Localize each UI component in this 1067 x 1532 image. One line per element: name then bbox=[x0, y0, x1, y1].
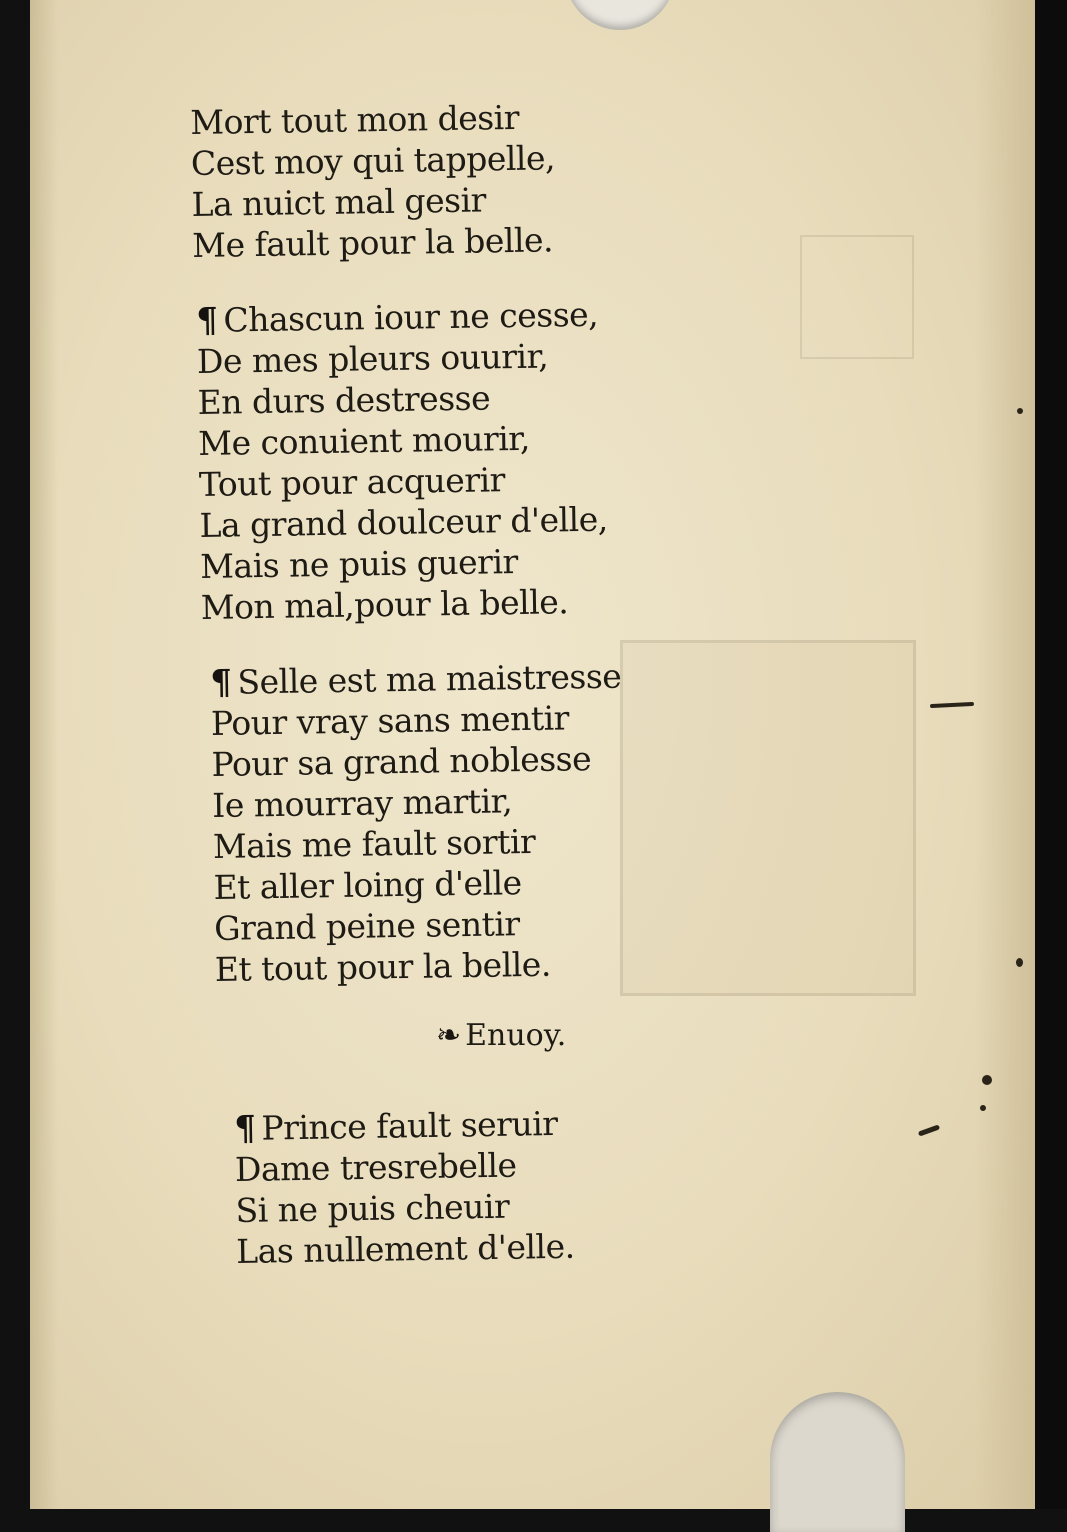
verse-line: En durs destresse bbox=[197, 378, 491, 422]
verse-line: La nuict mal gesir bbox=[191, 180, 487, 224]
show-through-woodcut bbox=[620, 640, 916, 996]
verse-line: Et tout pour la belle. bbox=[214, 944, 552, 989]
stanza-envoy bbox=[234, 1103, 575, 1272]
verse-line: La grand doulceur d'elle, bbox=[199, 499, 609, 545]
margin-speck bbox=[980, 1105, 986, 1111]
stanza-3 bbox=[210, 656, 626, 990]
verse-line bbox=[196, 294, 605, 341]
verse-line-text: Prince fault seruir bbox=[261, 1103, 558, 1148]
verse-line-text: Selle est ma maistresse bbox=[237, 656, 622, 702]
verse-line: Me fault pour la belle. bbox=[191, 220, 554, 265]
margin-speck bbox=[982, 1075, 992, 1085]
verse-line: Mon mal,pour la belle. bbox=[200, 582, 569, 627]
verse-line: Si ne puis cheuir bbox=[235, 1186, 510, 1230]
verse-line: Pour sa grand noblesse bbox=[211, 739, 592, 784]
envoy-heading bbox=[436, 1018, 566, 1053]
verse-line: Las nullement d'elle. bbox=[235, 1226, 575, 1271]
bottom-clip bbox=[770, 1392, 905, 1532]
margin-speck bbox=[1016, 958, 1023, 967]
stanza-2 bbox=[196, 294, 609, 628]
verse-line bbox=[210, 656, 622, 703]
fleuron-icon: ❧ bbox=[436, 1018, 462, 1053]
verse-line-text: Chascun iour ne cesse, bbox=[223, 294, 599, 340]
paragraph-mark-icon: ¶ bbox=[234, 1108, 256, 1149]
page-gutter-shadow bbox=[30, 0, 58, 1509]
paragraph-mark-icon: ¶ bbox=[210, 662, 232, 703]
verse-line: Et aller loing d'elle bbox=[213, 863, 522, 907]
verse-line: Cest moy qui tappelle, bbox=[190, 138, 556, 183]
envoy-label: Enuoy. bbox=[465, 1018, 567, 1053]
verse-line: Me conuient mourir, bbox=[197, 418, 531, 463]
page-edge-shadow bbox=[975, 0, 1035, 1509]
paragraph-mark-icon: ¶ bbox=[196, 300, 218, 341]
verse-line: Pour vray sans mentir bbox=[210, 698, 570, 743]
verse-line: Dame tresrebelle bbox=[234, 1145, 517, 1189]
verse-line bbox=[234, 1103, 573, 1149]
margin-speck bbox=[1017, 408, 1023, 414]
verse-line: Grand peine sentir bbox=[213, 904, 520, 948]
page-edge-background bbox=[1035, 0, 1067, 1509]
verse-line: Tout pour acquerir bbox=[198, 460, 506, 504]
show-through-initial bbox=[800, 235, 914, 359]
stanza-1 bbox=[190, 96, 557, 266]
verse-line: Ie mourray martir, bbox=[211, 781, 513, 825]
verse-line: De mes pleurs ouurir, bbox=[196, 336, 549, 381]
verse-line: Mais me fault sortir bbox=[212, 821, 536, 866]
verse-line: Mort tout mon desir bbox=[190, 97, 520, 142]
verse-line: Mais ne puis guerir bbox=[199, 541, 519, 586]
